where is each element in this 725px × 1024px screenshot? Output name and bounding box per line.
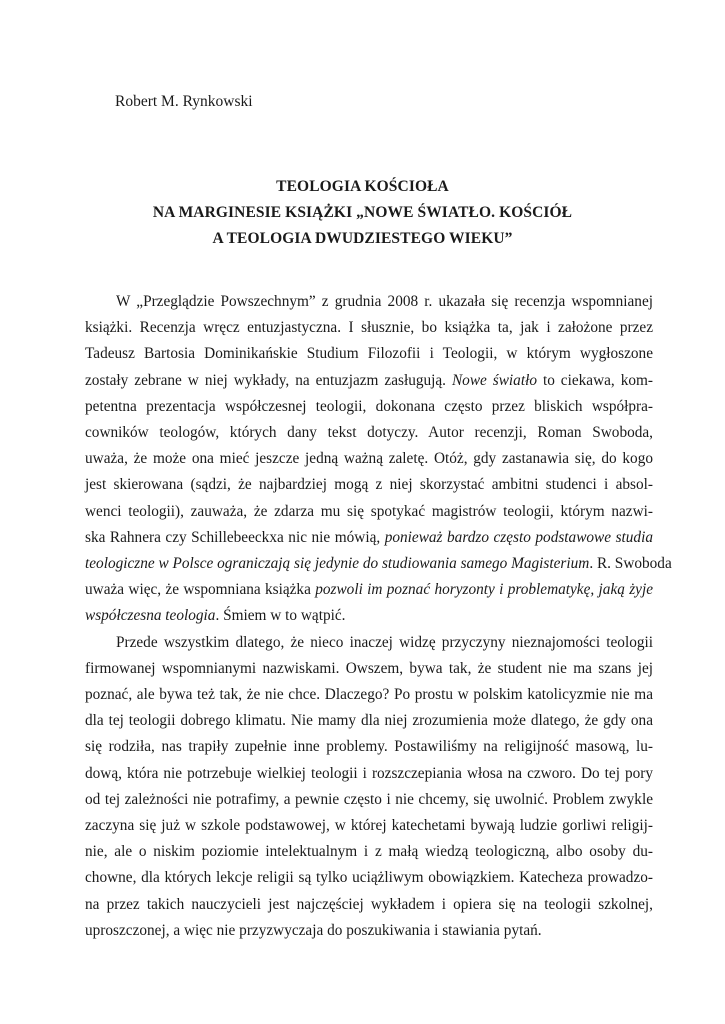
text-line bbox=[85, 551, 672, 577]
text-line: jest skierowana (sądzi, że najbardziej mogą z niej skorzystać ambitni studenci i absol- bbox=[85, 476, 653, 494]
text-line: nie, ale o niskim poziomie intelektualnym i z małą wiedzą teologiczną, albo osoby du- bbox=[85, 843, 653, 861]
text-line: Tadeusz Bartosia Dominikańskie Studium Filozofii i Teologii, w którym wygłoszone bbox=[85, 345, 653, 363]
text-line: Przede wszystkim dlatego, że nieco inaczej widzę przyczyny nieznajomości teologii bbox=[116, 633, 653, 651]
title-line-1: TEOLOGIA KOŚCIOŁA bbox=[276, 178, 449, 195]
text-run: . R. Swoboda bbox=[589, 555, 672, 573]
text-line: dla tej teologii dobrego klimatu. Nie mamy dla niej zrozumienia może dlatego, że gdy ona bbox=[85, 712, 653, 730]
article-title bbox=[60, 174, 665, 252]
text-run: to ciekawa, kom- bbox=[536, 371, 653, 389]
text-line: dową, która nie potrzebuje wielkiej teologii i rozszczepiania włosa na czworo. Do tej pory bbox=[85, 764, 653, 782]
text-line: uproszczonej, a więc nie przyzwyczaja do poszukiwania i stawiania pytań. bbox=[85, 921, 542, 939]
text-line: od tej zależności nie potrafimy, a pewnie często i nie chcemy, się uwolnić. Problem zwykle bbox=[85, 790, 653, 808]
quote-italic: współczesna teologia bbox=[85, 607, 216, 625]
text-line: firmowanej wspomnianymi nazwiskami. Owszem, bywa tak, że student nie ma szans jej bbox=[85, 659, 653, 677]
text-line: W „Przeglądzie Powszechnym” z grudnia 2008 r. ukazała się recenzja wspomnianej bbox=[116, 293, 653, 310]
author-name: Robert M. Rynkowski bbox=[115, 93, 253, 110]
text-line: poznać, ale bywa też tak, że nie chce. Dlaczego? Po prostu w polskim katolicyzmie nie ma bbox=[85, 686, 653, 704]
text-line: petentna prezentacja współczesnej teologii, dokonana często przez bliskich współpra- bbox=[85, 397, 653, 415]
text-line bbox=[85, 368, 653, 394]
text-line bbox=[85, 577, 653, 603]
title-line-3: A TEOLOGIA DWUDZIESTEGO WIEKU” bbox=[212, 230, 513, 247]
text-run: zostały zebrane w niej wykłady, na entuzjazm zasługują. bbox=[85, 371, 452, 389]
article-body bbox=[85, 289, 672, 944]
paragraph-2 bbox=[85, 630, 653, 944]
title-line-2: NA MARGINESIE KSIĄŻKI „NOWE ŚWIATŁO. KOŚCIÓŁ bbox=[152, 204, 573, 221]
text-line: cowników teologów, których dany tekst dotyczy. Autor recenzji, Roman Swoboda, bbox=[85, 424, 653, 442]
text-run: . Śmiem w to wątpić. bbox=[215, 607, 346, 625]
text-run: ska Rahnera czy Schillebeeckxa nic nie mówią, bbox=[85, 528, 385, 546]
text-line: wenci teologii), zauważa, że zdarza mu się spotykać magistrów teologii, którym nazwi- bbox=[85, 502, 653, 520]
text-line: zaczyna się już w szkole podstawowej, w której katechetami bywają ludzie gorliwi religij- bbox=[85, 817, 653, 835]
book-title-italic: Nowe światło bbox=[451, 371, 537, 389]
text-line: książki. Recenzja wręcz entuzjastyczna. I słusznie, bo książka ta, jak i założone przez bbox=[85, 319, 653, 337]
text-line: się rodziła, nas trapiły zupełnie inne problemy. Postawiliśmy na religijność masową, lu- bbox=[85, 738, 653, 756]
text-line: chowne, dla których lekcje religii są tylko uciążliwym obowiązkiem. Katecheza prowadzo- bbox=[85, 869, 653, 887]
paragraph-1 bbox=[85, 289, 672, 630]
quote-italic: ponieważ bardzo często podstawowe studia bbox=[384, 528, 653, 546]
text-line bbox=[85, 525, 653, 551]
quote-italic: teologiczne w Polsce ograniczają się jedynie do studiowania samego Magisterium bbox=[85, 555, 590, 573]
text-run: uważa więc, że wspomniana książka bbox=[85, 581, 316, 599]
quote-italic: pozwoli im poznać horyzonty i problematykę, jaką żyje bbox=[315, 581, 654, 599]
text-line: na przez takich nauczycieli jest najczęściej wykładem i opiera się na teologii szkolnej, bbox=[85, 895, 653, 913]
text-line bbox=[85, 603, 653, 629]
text-line: uważa, że może ona mieć jeszcze jedną ważną zaletę. Otóż, gdy zastanawia się, do kogo bbox=[85, 450, 653, 468]
